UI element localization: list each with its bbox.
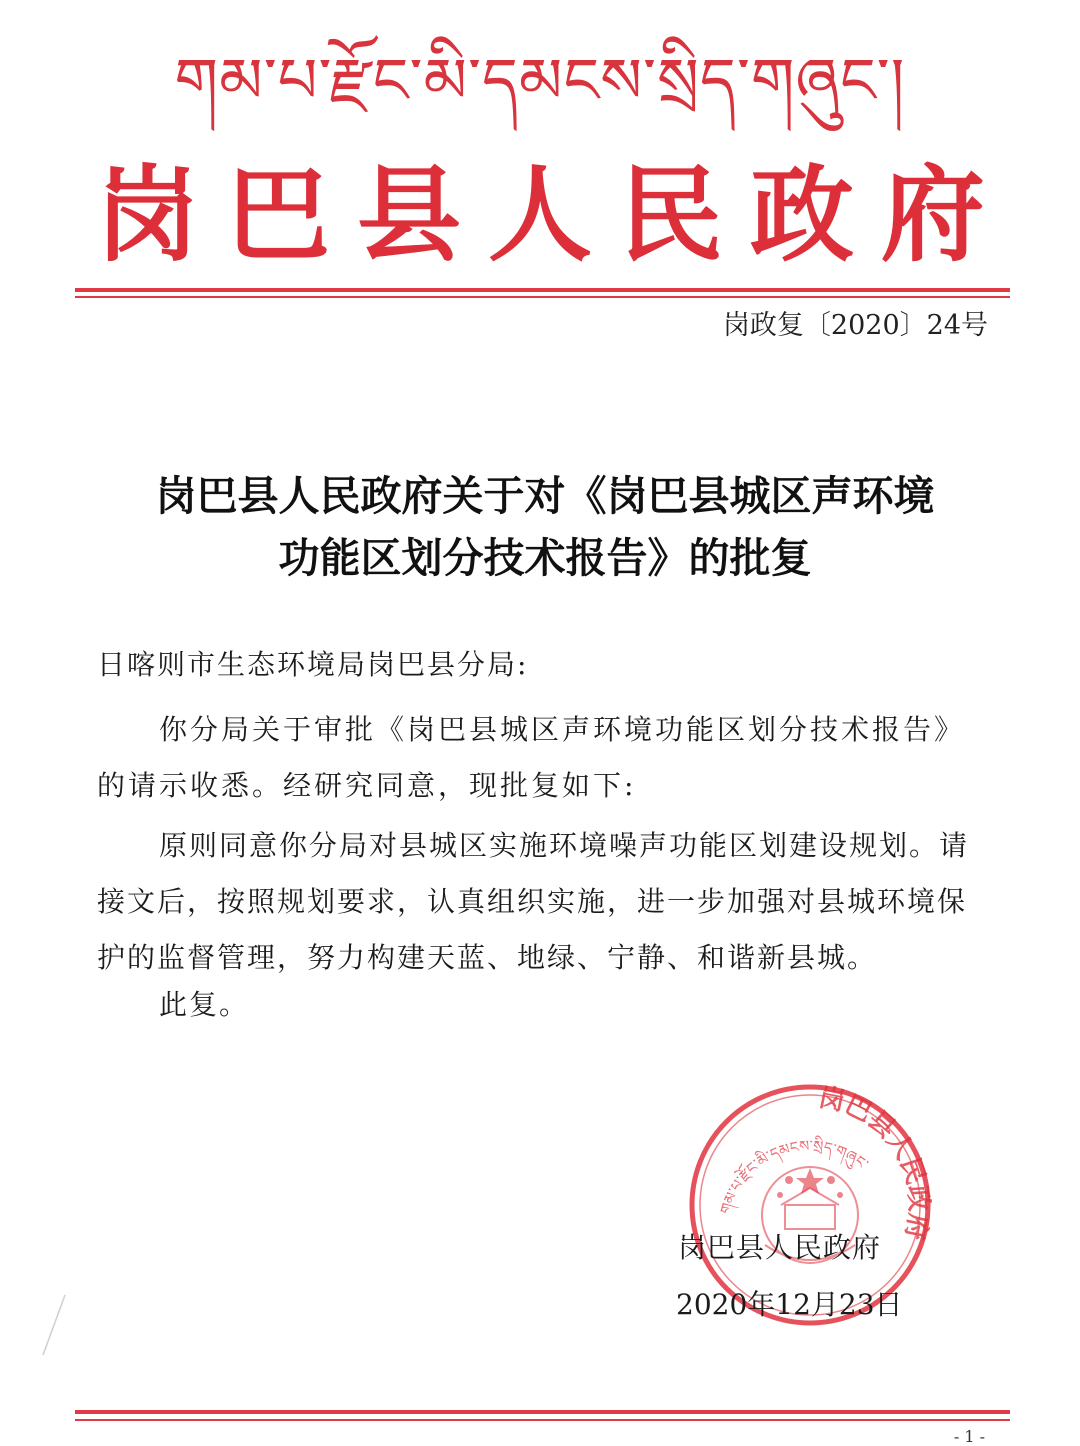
signing-organization: 岗巴县人民政府 <box>678 1231 882 1264</box>
masthead-char: 县 <box>356 154 461 276</box>
paragraph-2: 原则同意你分局对县城区实施环境噪声功能区划建设规划。请接文后，按照规划要求，认真组织实施，进一步加强对县城环境保护的监督管理，努力构建天蓝、地绿、宁静、和谐新县城。 <box>97 829 970 974</box>
salutation: 日喀则市生态环境局岗巴县分局: <box>97 648 529 681</box>
tibetan-masthead: གམ་པ་རྫོང་མི་དམངས་སྲིད་གཞུང་། <box>174 44 906 117</box>
footer-rule-thin <box>75 1419 1010 1421</box>
signing-date: 2020年12月23日 <box>676 1288 903 1321</box>
masthead-char: 政 <box>749 154 854 276</box>
closing: 此复。 <box>159 988 250 1021</box>
masthead-char: 民 <box>618 154 723 276</box>
document-number: 岗政复〔2020〕24号 <box>722 310 988 341</box>
masthead-char: 巴 <box>225 154 330 276</box>
masthead-char: 人 <box>487 154 592 276</box>
document-title <box>100 465 990 589</box>
masthead-char: 府 <box>880 154 985 276</box>
chinese-masthead <box>95 150 985 280</box>
title-line-2: 功能区划分技术报告》的批复 <box>278 534 812 582</box>
paragraph-1: 你分局关于审批《岗巴县城区声环境功能区划分技术报告》的请示收悉。经研究同意，现批复如下: <box>97 713 966 802</box>
title-line-1: 岗巴县人民政府关于对《岗巴县城区声环境 <box>155 472 935 520</box>
header-rule-thin <box>75 296 1010 298</box>
masthead-char: 岗 <box>95 154 200 276</box>
header-rule-thick <box>75 288 1010 292</box>
scan-artifact-mark <box>35 1290 75 1360</box>
footer-rule-thick <box>75 1410 1010 1414</box>
seal-tibetan-text: གམ་པ་རྫོང་མི་དམངས་སྲིད་གཞུང་ <box>716 1136 872 1217</box>
seal-chinese-text: 岗巴县人民政府 <box>815 1082 934 1243</box>
page-number: - 1 - <box>953 1427 985 1446</box>
